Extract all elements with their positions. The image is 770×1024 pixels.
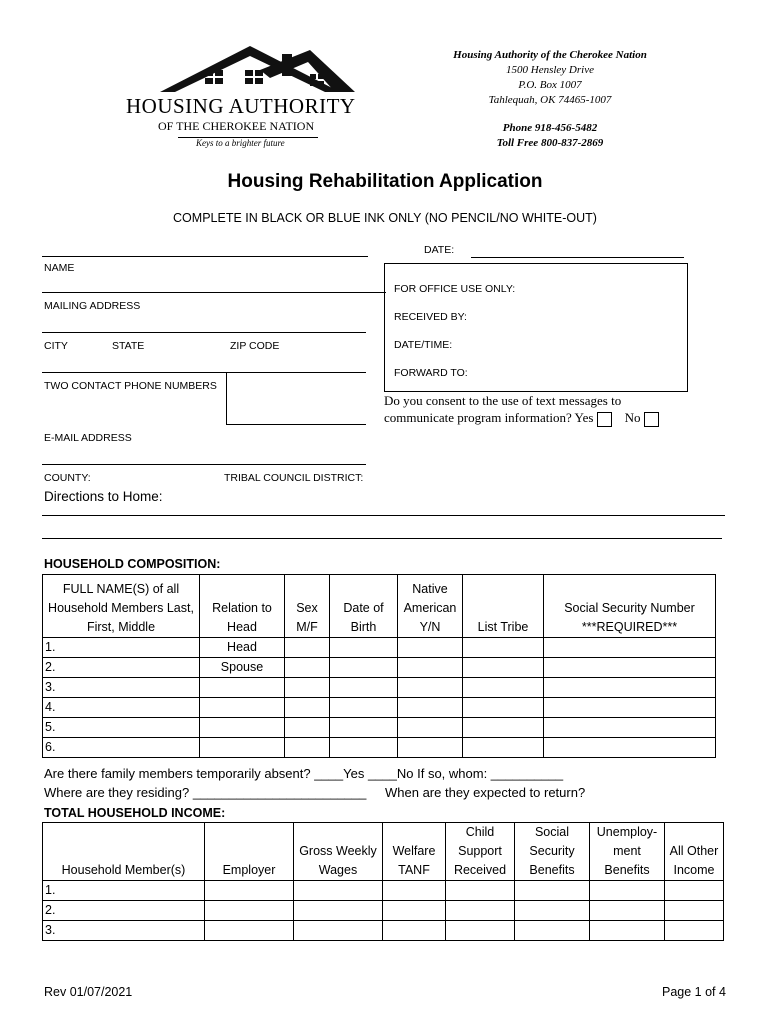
mailing-address-label: MAILING ADDRESS (44, 300, 141, 312)
zip-label: ZIP CODE (230, 340, 280, 352)
phone-numbers-field[interactable] (226, 424, 366, 425)
table-row (43, 678, 716, 698)
col-fullname: FULL NAME(S) of all Household Members Last, First, Middle (43, 575, 200, 638)
table-row (43, 638, 716, 658)
row-number: 4. (43, 698, 200, 718)
col-sex: Sex M/F (285, 575, 330, 638)
revision-date: Rev 01/07/2021 (44, 985, 133, 999)
col-dob: Date of Birth (330, 575, 398, 638)
office-title: FOR OFFICE USE ONLY: (394, 283, 516, 295)
table-row (43, 901, 724, 921)
residing-question: Where are they residing? ________________________ (44, 785, 367, 800)
logo-line1: HOUSING AUTHORITY (126, 94, 356, 118)
row-number: 3. (43, 921, 205, 941)
relation-cell[interactable] (200, 738, 285, 758)
org-name: Housing Authority of the Cherokee Nation (453, 49, 647, 61)
name-field[interactable] (42, 292, 386, 293)
col-employer: Employer (205, 823, 294, 881)
state-label: STATE (112, 340, 145, 352)
org-addr2: P.O. Box 1007 (518, 79, 582, 91)
phone-numbers-label: TWO CONTACT PHONE NUMBERS (44, 380, 217, 392)
table-row (43, 658, 716, 678)
ink-instruction: COMPLETE IN BLACK OR BLUE INK ONLY (NO PENCIL/NO WHITE-OUT) (173, 211, 597, 225)
house-roof-icon (160, 44, 360, 94)
row-number: 1. (43, 638, 200, 658)
directions-label: Directions to Home: (44, 489, 163, 504)
row-number: 5. (43, 718, 200, 738)
row-number: 1. (43, 881, 205, 901)
household-table (42, 574, 716, 758)
income-table (42, 822, 724, 941)
org-addr1: 1500 Hensley Drive (506, 64, 594, 76)
org-address (420, 48, 680, 151)
table-row (43, 718, 716, 738)
city-label: CITY (44, 340, 68, 352)
date-time-label: DATE/TIME: (394, 339, 453, 351)
county-label: COUNTY: (44, 472, 91, 484)
col-other-income: All Other Income (665, 823, 724, 881)
income-heading: TOTAL HOUSEHOLD INCOME: (44, 806, 226, 820)
col-tanf: Welfare TANF (383, 823, 446, 881)
relation-cell[interactable]: Spouse (200, 658, 285, 678)
table-row (43, 881, 724, 901)
consent-no-checkbox[interactable] (644, 412, 659, 427)
col-social-security: Social Security Benefits (515, 823, 590, 881)
text-consent (384, 392, 659, 427)
page-number: Page 1 of 4 (662, 985, 726, 999)
logo-tagline: Keys to a brighter future (196, 138, 285, 148)
received-by-label: RECEIVED BY: (394, 311, 467, 323)
col-ssn: Social Security Number ***REQUIRED*** (544, 575, 716, 638)
row-number: 6. (43, 738, 200, 758)
table-row (43, 698, 716, 718)
col-unemployment: Unemploy- ment Benefits (590, 823, 665, 881)
logo-line2: OF THE CHEROKEE NATION (158, 119, 315, 133)
district-label: TRIBAL COUNCIL DISTRICT: (224, 472, 364, 484)
col-child-support: Child Support Received (446, 823, 515, 881)
return-question: When are they expected to return? (385, 785, 586, 800)
col-tribe: List Tribe (463, 575, 544, 638)
email-label: E-MAIL ADDRESS (44, 432, 132, 444)
page-title: Housing Rehabilitation Application (227, 171, 543, 192)
household-heading: HOUSEHOLD COMPOSITION: (44, 557, 221, 571)
mailing-address-field[interactable] (42, 332, 366, 333)
col-wages: Gross Weekly Wages (294, 823, 383, 881)
relation-cell[interactable] (200, 698, 285, 718)
office-use-box (384, 263, 688, 392)
consent-line1: Do you consent to the use of text messages to (384, 393, 622, 408)
date-label: DATE: (424, 244, 455, 256)
table-row (43, 738, 716, 758)
table-row (43, 921, 724, 941)
consent-no-label: No (624, 410, 641, 425)
relation-cell[interactable] (200, 678, 285, 698)
org-tollfree: Toll Free 800-837-2869 (496, 137, 604, 149)
col-relation: Relation to Head (200, 575, 285, 638)
row-number: 2. (43, 658, 200, 678)
date-field[interactable] (471, 257, 684, 258)
absent-question: Are there family members temporarily absent? ____Yes ____No If so, whom: __________ (44, 766, 564, 781)
col-native: Native American Y/N (398, 575, 463, 638)
logo (120, 44, 380, 154)
name-label: NAME (44, 262, 75, 274)
relation-cell[interactable] (200, 718, 285, 738)
row-number: 2. (43, 901, 205, 921)
email-field[interactable] (42, 464, 366, 465)
relation-cell[interactable]: Head (200, 638, 285, 658)
row-number: 3. (43, 678, 200, 698)
org-phone: Phone 918-456-5482 (502, 122, 598, 134)
city-state-zip-field[interactable] (42, 372, 366, 373)
consent-yes-checkbox[interactable] (597, 412, 612, 427)
directions-field[interactable] (42, 515, 725, 516)
col-member: Household Member(s) (43, 823, 205, 881)
forward-to-label: FORWARD TO: (394, 367, 468, 379)
consent-line2: communicate program information? Yes (384, 410, 594, 425)
org-addr3: Tahlequah, OK 74465-1007 (488, 94, 612, 106)
